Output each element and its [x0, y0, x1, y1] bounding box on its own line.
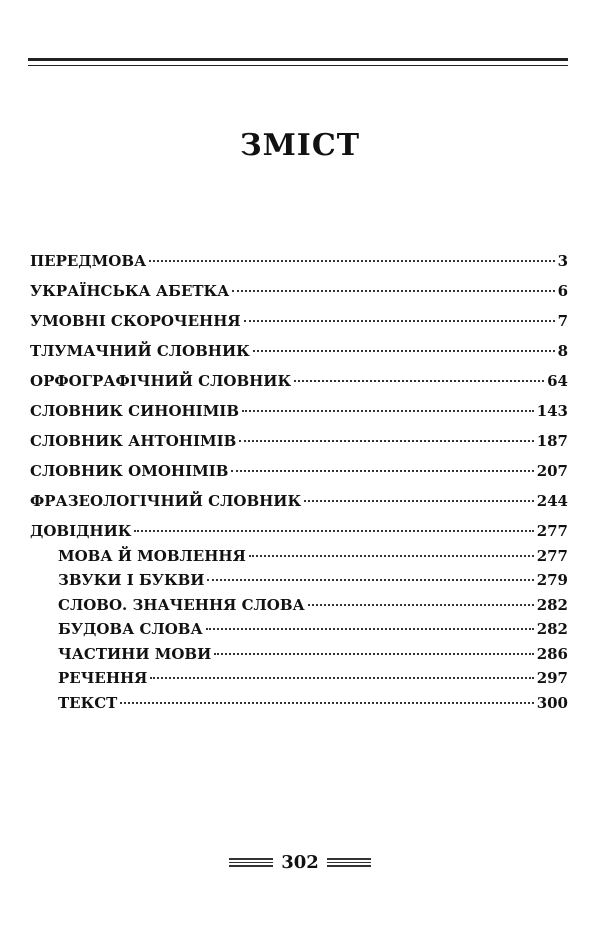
dot-leader — [239, 440, 533, 442]
dot-leader — [206, 628, 534, 630]
toc-subentry-sentence — [30, 669, 568, 694]
toc-entry-page: 277 — [536, 522, 568, 540]
dot-leader — [249, 555, 534, 557]
page-number: 302 — [281, 852, 319, 873]
dot-leader — [294, 380, 544, 382]
dot-leader — [308, 604, 534, 606]
toc-entry-spelling-dictionary — [30, 372, 568, 402]
dot-leader — [120, 702, 533, 704]
toc-entry-synonyms — [30, 402, 568, 432]
toc-entry-label: ТЛУМАЧНИЙ СЛОВНИК — [30, 342, 250, 360]
dot-leader — [214, 653, 533, 655]
toc-entry-page: 244 — [536, 492, 568, 510]
toc-entry-page: 3 — [557, 252, 568, 270]
toc-subentry-page: 297 — [536, 669, 568, 687]
toc-entry-homonyms — [30, 462, 568, 492]
toc-subentry-label: БУДОВА СЛОВА — [58, 620, 203, 638]
toc-subentry-page: 277 — [536, 546, 568, 565]
toc-entry-label: ОРФОГРАФІЧНИЙ СЛОВНИК — [30, 372, 292, 390]
dot-leader — [253, 350, 555, 352]
dot-leader — [232, 290, 554, 292]
footer-ornament-right — [327, 858, 371, 867]
dot-leader — [150, 677, 533, 679]
toc-entry-page: 64 — [547, 372, 568, 390]
toc-subentry-word-meaning — [30, 596, 568, 621]
dot-leader — [242, 410, 534, 412]
toc-entry-reference — [30, 522, 568, 547]
toc-subentry-page: 282 — [536, 595, 568, 614]
toc-entry-explanatory-dictionary — [30, 342, 568, 372]
toc-subentry-label: ЧАСТИНИ МОВИ — [58, 644, 212, 663]
toc-entry-alphabet — [30, 282, 568, 312]
toc-entry-phraseology — [30, 492, 568, 522]
toc-entry-page: 6 — [557, 282, 568, 300]
header-rule — [28, 58, 568, 66]
page-footer — [0, 852, 600, 873]
toc-entry-label: СЛОВНИК АНТОНІМІВ — [30, 432, 237, 450]
toc-subentry-sounds-letters — [30, 571, 568, 596]
page-title: ЗМІСТ — [239, 128, 361, 163]
toc-subentry-label: ЗВУКИ І БУКВИ — [58, 571, 205, 589]
dot-leader — [207, 579, 533, 581]
toc-entry-page: 207 — [536, 462, 568, 480]
toc-entry-label: ФРАЗЕОЛОГІЧНИЙ СЛОВНИК — [30, 492, 302, 510]
toc-entry-page: 8 — [557, 342, 568, 360]
toc-entry-page: 187 — [536, 432, 568, 450]
dot-leader — [231, 470, 533, 472]
toc-entry-preface — [30, 252, 568, 282]
dot-leader — [244, 320, 555, 322]
toc-subentry-language-speech — [30, 547, 568, 572]
toc-entry-label: СЛОВНИК ОМОНІМІВ — [30, 462, 229, 480]
toc-entry-label: УКРАЇНСЬКА АБЕТКА — [30, 282, 230, 300]
dot-leader — [134, 530, 533, 532]
toc-subentry-label: СЛОВО. ЗНАЧЕННЯ СЛОВА — [58, 595, 305, 614]
toc-subentry-page: 300 — [536, 693, 568, 712]
toc-entry-page: 143 — [536, 402, 568, 420]
dot-leader — [149, 260, 554, 262]
dot-leader — [304, 500, 534, 502]
toc-subentry-word-structure — [30, 620, 568, 645]
toc-subentry-label: ТЕКСТ — [58, 693, 118, 712]
toc-subentry-label: РЕЧЕННЯ — [58, 669, 148, 687]
footer-ornament-left — [229, 858, 273, 867]
toc-subentry-text — [30, 694, 568, 719]
table-of-contents — [30, 252, 568, 718]
toc-entry-label: ПЕРЕДМОВА — [30, 252, 147, 270]
toc-subentry-page: 282 — [536, 620, 568, 638]
toc-entry-label: СЛОВНИК СИНОНІМІВ — [30, 402, 239, 420]
toc-subentry-label: МОВА Й МОВЛЕННЯ — [58, 546, 246, 565]
toc-entry-label: УМОВНІ СКОРОЧЕННЯ — [30, 312, 241, 330]
toc-entry-abbreviations — [30, 312, 568, 342]
toc-subentry-page: 279 — [536, 571, 568, 589]
toc-subentry-parts-of-speech — [30, 645, 568, 670]
toc-entry-antonyms — [30, 432, 568, 462]
toc-subentry-page: 286 — [536, 644, 568, 663]
toc-entry-label: ДОВІДНИК — [30, 522, 132, 540]
toc-entry-page: 7 — [557, 312, 568, 330]
